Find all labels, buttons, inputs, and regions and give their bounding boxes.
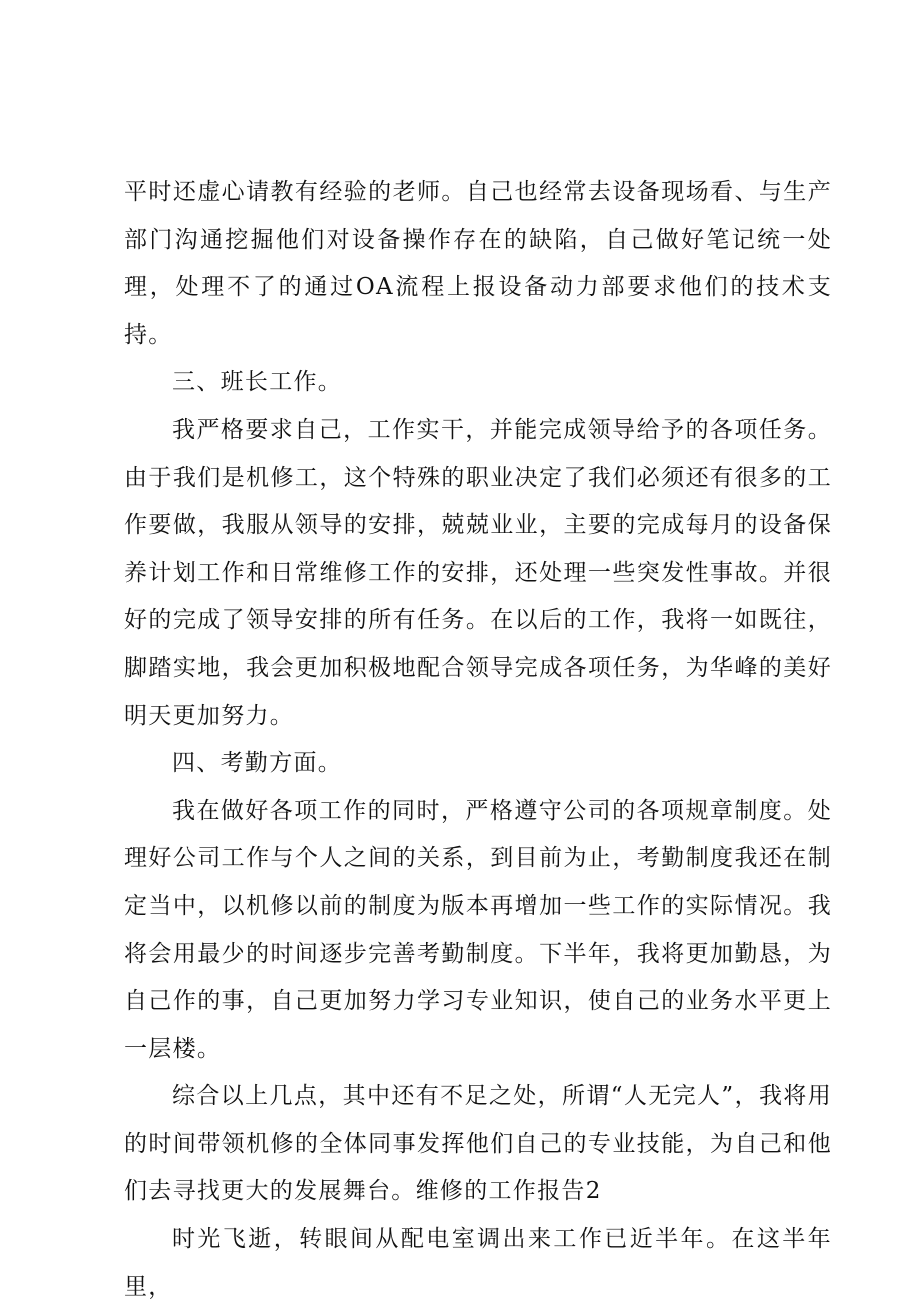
paragraph-5: 我在做好各项工作的同时，严格遵守公司的各项规章制度。处理好公司工作与个人之间的关系，到目前为止，考勤制度我还在制定当中，以机修以前的制度为版本再增加一些工作的实际情况。我将会用最少的时间逐步完善考勤制度。下半年，我将更加勤恳，为自己作的事，自己更加努力学习专业知识，使自己的业务水平更上一层楼。 xyxy=(124,797,832,1062)
paragraph-6: 综合以上几点，其中还有不足之处，所谓“人无完人”，我将用的时间带领机修的全体同事发挥他们自己的专业技能，为自己和他们去寻找更大的发展舞台。维修的工作报告2 xyxy=(124,1083,832,1205)
paragraph-2-heading: 三、班长工作。 xyxy=(172,369,343,396)
paragraph-7: 时光飞逝，转眼间从配电室调出来工作已近半年。在这半年里， xyxy=(124,1226,832,1300)
paragraph-3: 我严格要求自己，工作实干，并能完成领导给予的各项任务。由于我们是机修工，这个特殊的职业决定了我们必须还有很多的工作要做，我服从领导的安排，兢兢业业，主要的完成每月的设备保养计划工作和日常维修工作的安排，还处理一些突发性事故。并很好的完成了领导安排的所有任务。在以后的工作，我将一如既往，脚踏实地，我会更加积极地配合领导完成各项任务，为华峰的美好明天更加努力。 xyxy=(124,416,832,729)
paragraph-4-heading: 四、考勤方面。 xyxy=(172,750,343,777)
paragraph-1: 平时还虚心请教有经验的老师。自己也经常去设备现场看、与生产部门沟通挖掘他们对设备操作存在的缺陷，自己做好笔记统一处理，处理不了的通过OA流程上报设备动力部要求他们的技术支持。 xyxy=(124,179,832,348)
document-body xyxy=(124,169,832,1311)
